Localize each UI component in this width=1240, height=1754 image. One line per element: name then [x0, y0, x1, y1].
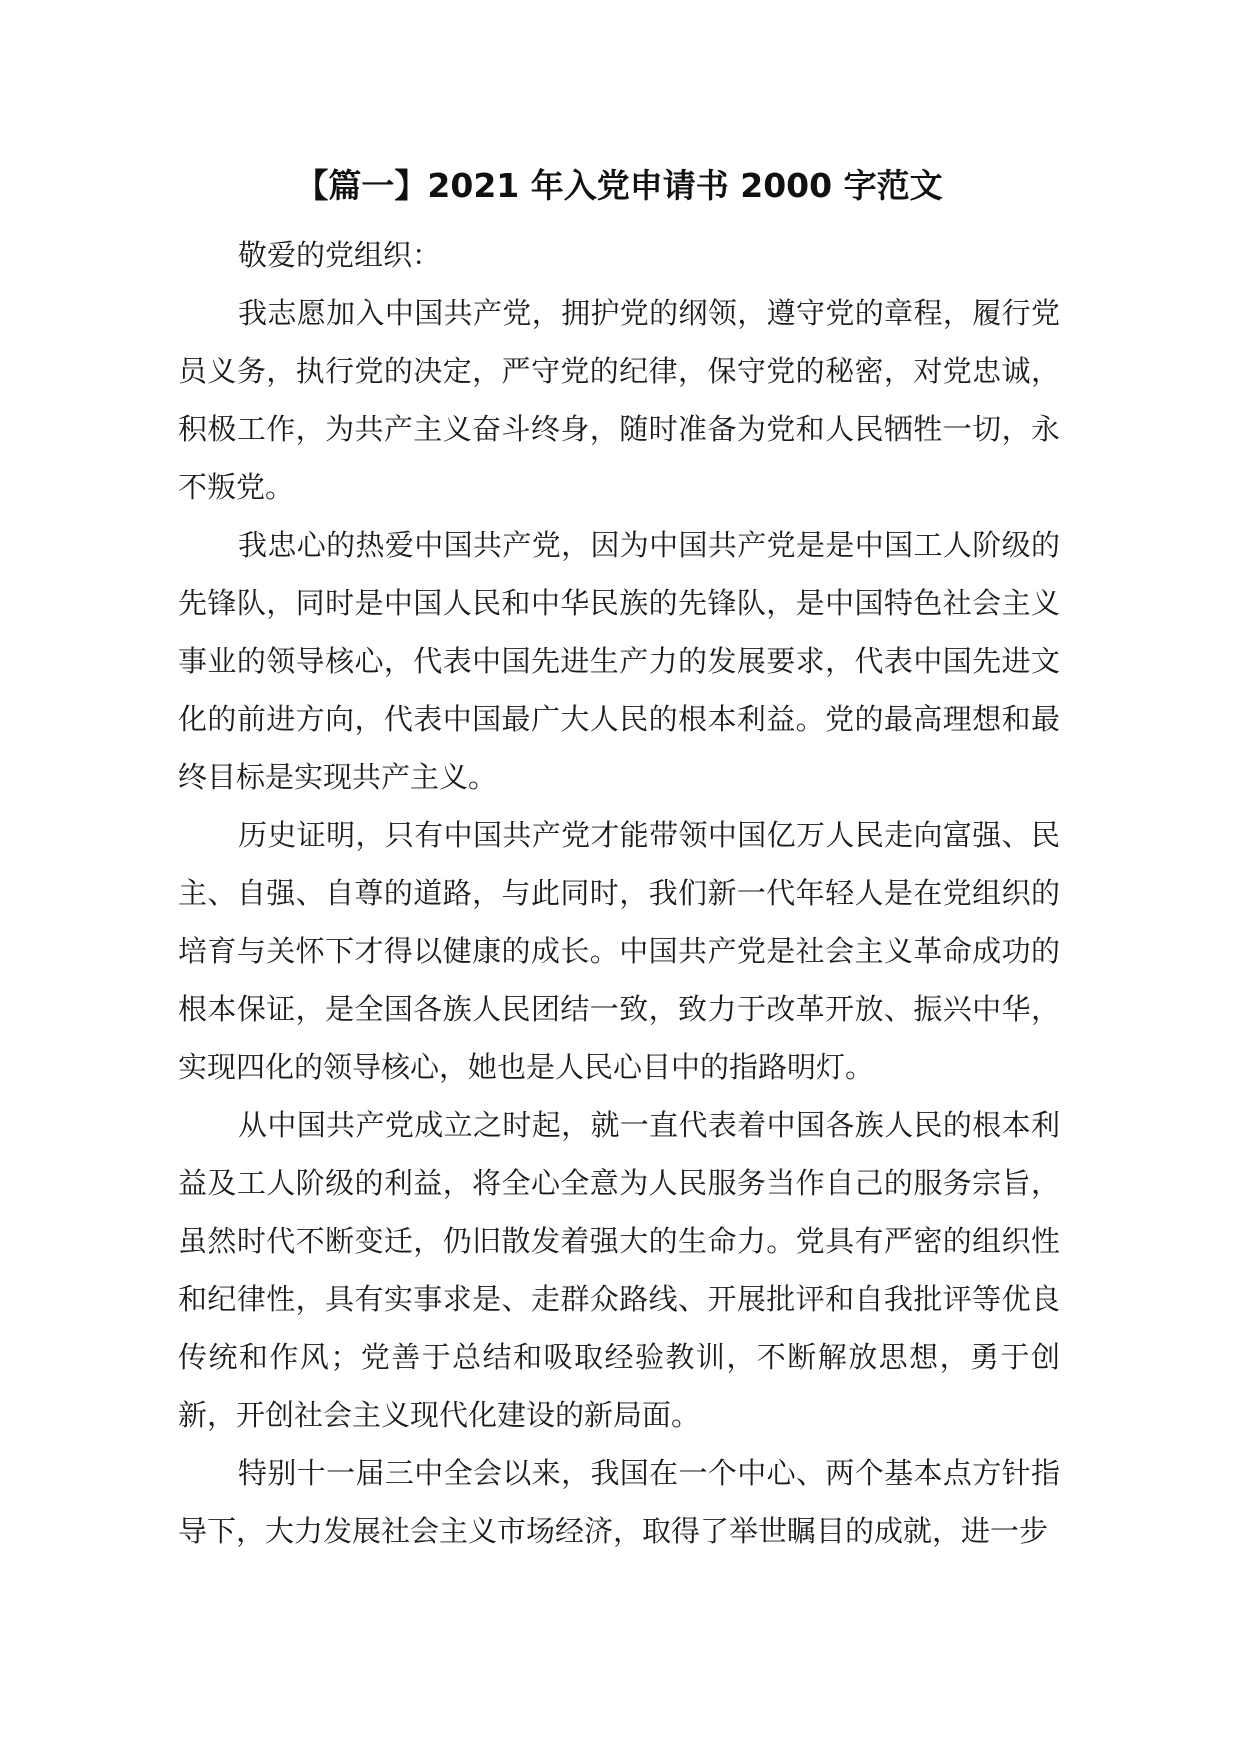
document-page	[178, 158, 1060, 1560]
paragraph-1: 我志愿加入中国共产党，拥护党的纲领，遵守党的章程，履行党员义务，执行党的决定，严守党的纪律，保守党的秘密，对党忠诚，积极工作，为共产主义奋斗终身，随时准备为党和人民牺牲一切，永不叛党。	[178, 296, 1060, 504]
paragraph-3: 历史证明，只有中国共产党才能带领中国亿万人民走向富强、民主、自强、自尊的道路，与此同时，我们新一代年轻人是在党组织的培育与关怀下才得以健康的成长。中国共产党是社会主义革命成功的根本保证，是全国各族人民团结一致，致力于改革开放、振兴中华，实现四化的领导核心，她也是人民心目中的指路明灯。	[178, 818, 1060, 1084]
paragraph-4: 从中国共产党成立之时起，就一直代表着中国各族人民的根本利益及工人阶级的利益，将全心全意为人民服务当作自己的服务宗旨，虽然时代不断变迁，仍旧散发着强大的生命力。党具有严密的组织性和纪律性，具有实事求是、走群众路线、开展批评和自我批评等优良传统和作风；党善于总结和吸取经验教训，不断解放思想，勇于创新，开创社会主义现代化建设的新局面。	[178, 1108, 1060, 1432]
paragraph-5: 特别十一届三中全会以来，我国在一个中心、两个基本点方针指导下，大力发展社会主义市场经济，取得了举世瞩目的成就，进一步	[178, 1456, 1060, 1548]
paragraph-2: 我忠心的热爱中国共产党，因为中国共产党是是中国工人阶级的先锋队，同时是中国人民和中华民族的先锋队，是中国特色社会主义事业的领导核心，代表中国先进生产力的发展要求，代表中国先进文化的前进方向，代表中国最广大人民的根本利益。党的最高理想和最终目标是实现共产主义。	[178, 528, 1060, 794]
salutation: 敬爱的党组织：	[238, 238, 442, 272]
document-title: 【篇一】2021 年入党申请书 2000 字范文	[295, 166, 943, 205]
